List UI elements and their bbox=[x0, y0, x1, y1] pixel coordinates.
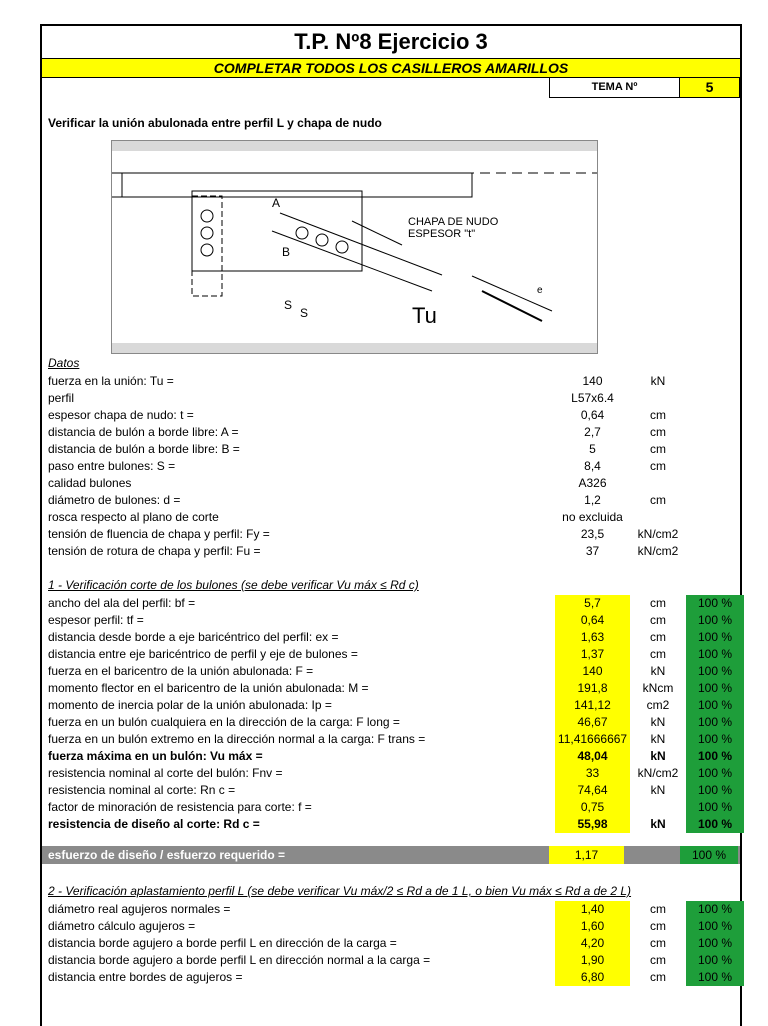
input-cell[interactable]: 0,75 bbox=[555, 799, 630, 816]
table-row: espesor chapa de nudo: t = 0,64 cm bbox=[48, 408, 666, 422]
table-row: factor de minoración de resistencia para corte: f = 0,75 100 % bbox=[48, 799, 738, 816]
status-cell: 100 % bbox=[686, 612, 744, 629]
status-cell: 100 % bbox=[686, 731, 744, 748]
table-row: ancho del ala del perfil: bf = 5,7 cm 100 % bbox=[48, 595, 738, 612]
table-row: fuerza en el baricentro de la unión abulonada: F = 140 kN 100 % bbox=[48, 663, 738, 680]
input-cell[interactable]: 1,37 bbox=[555, 646, 630, 663]
status-cell: 100 % bbox=[686, 918, 744, 935]
input-cell[interactable]: 191,8 bbox=[555, 680, 630, 697]
section2-heading: 2 - Verificación aplastamiento perfil L (se debe verificar Vu máx/2 ≤ Rd a de 1 L, o bien Vu máx ≤ Rd a de 2 L) bbox=[48, 884, 632, 898]
status-cell: 100 % bbox=[686, 935, 744, 952]
table-row: espesor perfil: tf = 0,64 cm 100 % bbox=[48, 612, 738, 629]
input-cell[interactable]: 33 bbox=[555, 765, 630, 782]
svg-text:CHAPA DE NUDO: CHAPA DE NUDO bbox=[408, 216, 499, 228]
input-cell[interactable]: 46,67 bbox=[555, 714, 630, 731]
table-row: diámetro cálculo agujeros = 1,60 cm 100 % bbox=[48, 918, 738, 935]
table-row: paso entre bulones: S = 8,4 cm bbox=[48, 459, 666, 473]
table-row: fuerza en la unión: Tu = 140 kN bbox=[48, 374, 666, 388]
table-row: tensión de fluencia de chapa y perfil: Fy = 23,5 kN/cm2 bbox=[48, 527, 679, 541]
svg-text:ESPESOR "t": ESPESOR "t" bbox=[408, 228, 476, 240]
table-row: rosca respecto al plano de corte no excluida bbox=[48, 510, 623, 524]
input-cell[interactable]: 1,90 bbox=[555, 952, 630, 969]
input-cell[interactable]: 55,98 bbox=[555, 816, 630, 833]
status-cell: 100 % bbox=[686, 595, 744, 612]
status-cell: 100 % bbox=[686, 765, 744, 782]
status-cell: 100 % bbox=[686, 816, 744, 833]
cad-toolbar bbox=[112, 141, 597, 151]
table-row: perfil L57x6.4 bbox=[48, 391, 614, 405]
input-cell[interactable]: 74,64 bbox=[555, 782, 630, 799]
table-row: distancia borde agujero a borde perfil L en dirección de la carga = 4,20 cm 100 % bbox=[48, 935, 738, 952]
table-row: distancia entre bordes de agujeros = 6,80 cm 100 % bbox=[48, 969, 738, 986]
input-cell[interactable]: 6,80 bbox=[555, 969, 630, 986]
input-cell[interactable]: 0,64 bbox=[555, 612, 630, 629]
table-row: diámetro real agujeros normales = 1,40 cm 100 % bbox=[48, 901, 738, 918]
input-cell[interactable]: 1,40 bbox=[555, 901, 630, 918]
status-cell: 100 % bbox=[686, 663, 744, 680]
connection-diagram bbox=[111, 140, 598, 354]
table-row: fuerza en un bulón extremo en la dirección normal a la carga: F trans = 11,41666667 kN 100 % bbox=[48, 731, 738, 748]
svg-text:e: e bbox=[537, 285, 543, 296]
table-row: diámetro de bulones: d = 1,2 cm bbox=[48, 493, 666, 507]
table-row: fuerza en un bulón cualquiera en la dirección de la carga: F long = 46,67 kN 100 % bbox=[48, 714, 738, 731]
table-row: resistencia nominal al corte: Rn c = 74,64 kN 100 % bbox=[48, 782, 738, 799]
input-cell[interactable]: 140 bbox=[555, 663, 630, 680]
status-cell: 100 % bbox=[686, 680, 744, 697]
input-cell[interactable]: 4,20 bbox=[555, 935, 630, 952]
instruction-banner: COMPLETAR TODOS LOS CASILLEROS AMARILLOS bbox=[42, 58, 740, 78]
status-cell: 100 % bbox=[686, 969, 744, 986]
status-cell: 100 % bbox=[686, 782, 744, 799]
svg-text:A: A bbox=[272, 196, 281, 210]
ratio-row bbox=[42, 846, 740, 864]
table-row: distancia borde agujero a borde perfil L en dirección normal a la carga = 1,90 cm 100 % bbox=[48, 952, 738, 969]
table-row: resistencia de diseño al corte: Rd c = 55,98 kN 100 % bbox=[48, 816, 738, 833]
table-row: tensión de rotura de chapa y perfil: Fu = 37 kN/cm2 bbox=[48, 544, 679, 558]
page-title: T.P. Nº8 Ejercicio 3 bbox=[294, 29, 488, 54]
bolted-connection-drawing bbox=[112, 141, 597, 353]
table-row: distancia desde borde a eje baricéntrico del perfil: ex = 1,63 cm 100 % bbox=[48, 629, 738, 646]
svg-text:Tu: Tu bbox=[412, 303, 437, 328]
svg-text:B: B bbox=[282, 245, 291, 259]
input-cell[interactable]: 141,12 bbox=[555, 697, 630, 714]
tema-label: TEMA Nº bbox=[549, 77, 680, 98]
table-row: distancia de bulón a borde libre: B = 5 cm bbox=[48, 442, 666, 456]
status-cell: 100 % bbox=[686, 714, 744, 731]
status-cell: 100 % bbox=[686, 748, 744, 765]
status-cell: 100 % bbox=[686, 629, 744, 646]
table-row: distancia de bulón a borde libre: A = 2,7 cm bbox=[48, 425, 666, 439]
tema-value-cell[interactable]: 5 bbox=[679, 77, 740, 98]
exercise-statement: Verificar la unión abulonada entre perfil L y chapa de nudo bbox=[48, 116, 382, 130]
input-cell[interactable]: 11,41666667 bbox=[555, 731, 630, 748]
ratio-value-cell[interactable]: 1,17 bbox=[549, 846, 624, 864]
input-cell[interactable]: 5,7 bbox=[555, 595, 630, 612]
table-row: momento de inercia polar de la unión abulonada: Ip = 141,12 cm2 100 % bbox=[48, 697, 738, 714]
table-row: resistencia nominal al corte del bulón: Fnv = 33 kN/cm2 100 % bbox=[48, 765, 738, 782]
status-cell: 100 % bbox=[686, 697, 744, 714]
svg-text:S: S bbox=[300, 306, 309, 320]
table-row: calidad bulones A326 bbox=[48, 476, 607, 490]
input-cell[interactable]: 48,04 bbox=[555, 748, 630, 765]
table-row: momento flector en el baricentro de la unión abulonada: M = 191,8 kNcm 100 % bbox=[48, 680, 738, 697]
cad-statusbar bbox=[112, 343, 597, 353]
section1-heading: 1 - Verificación corte de los bulones (se debe verificar Vu máx ≤ Rd c) bbox=[48, 578, 419, 592]
datos-heading: Datos bbox=[48, 356, 80, 370]
status-cell: 100 % bbox=[686, 646, 744, 663]
ratio-status-cell: 100 % bbox=[680, 846, 738, 864]
status-cell: 100 % bbox=[686, 952, 744, 969]
table-row: fuerza máxima en un bulón: Vu máx = 48,04 kN 100 % bbox=[48, 748, 738, 765]
status-cell: 100 % bbox=[686, 901, 744, 918]
status-cell: 100 % bbox=[686, 799, 744, 816]
input-cell[interactable]: 1,60 bbox=[555, 918, 630, 935]
svg-text:S: S bbox=[284, 298, 293, 312]
spreadsheet-sheet bbox=[40, 24, 742, 1026]
table-row: distancia entre eje baricéntrico de perfil y eje de bulones = 1,37 cm 100 % bbox=[48, 646, 738, 663]
ratio-label: esfuerzo de diseño / esfuerzo requerido = bbox=[48, 848, 286, 862]
input-cell[interactable]: 1,63 bbox=[555, 629, 630, 646]
